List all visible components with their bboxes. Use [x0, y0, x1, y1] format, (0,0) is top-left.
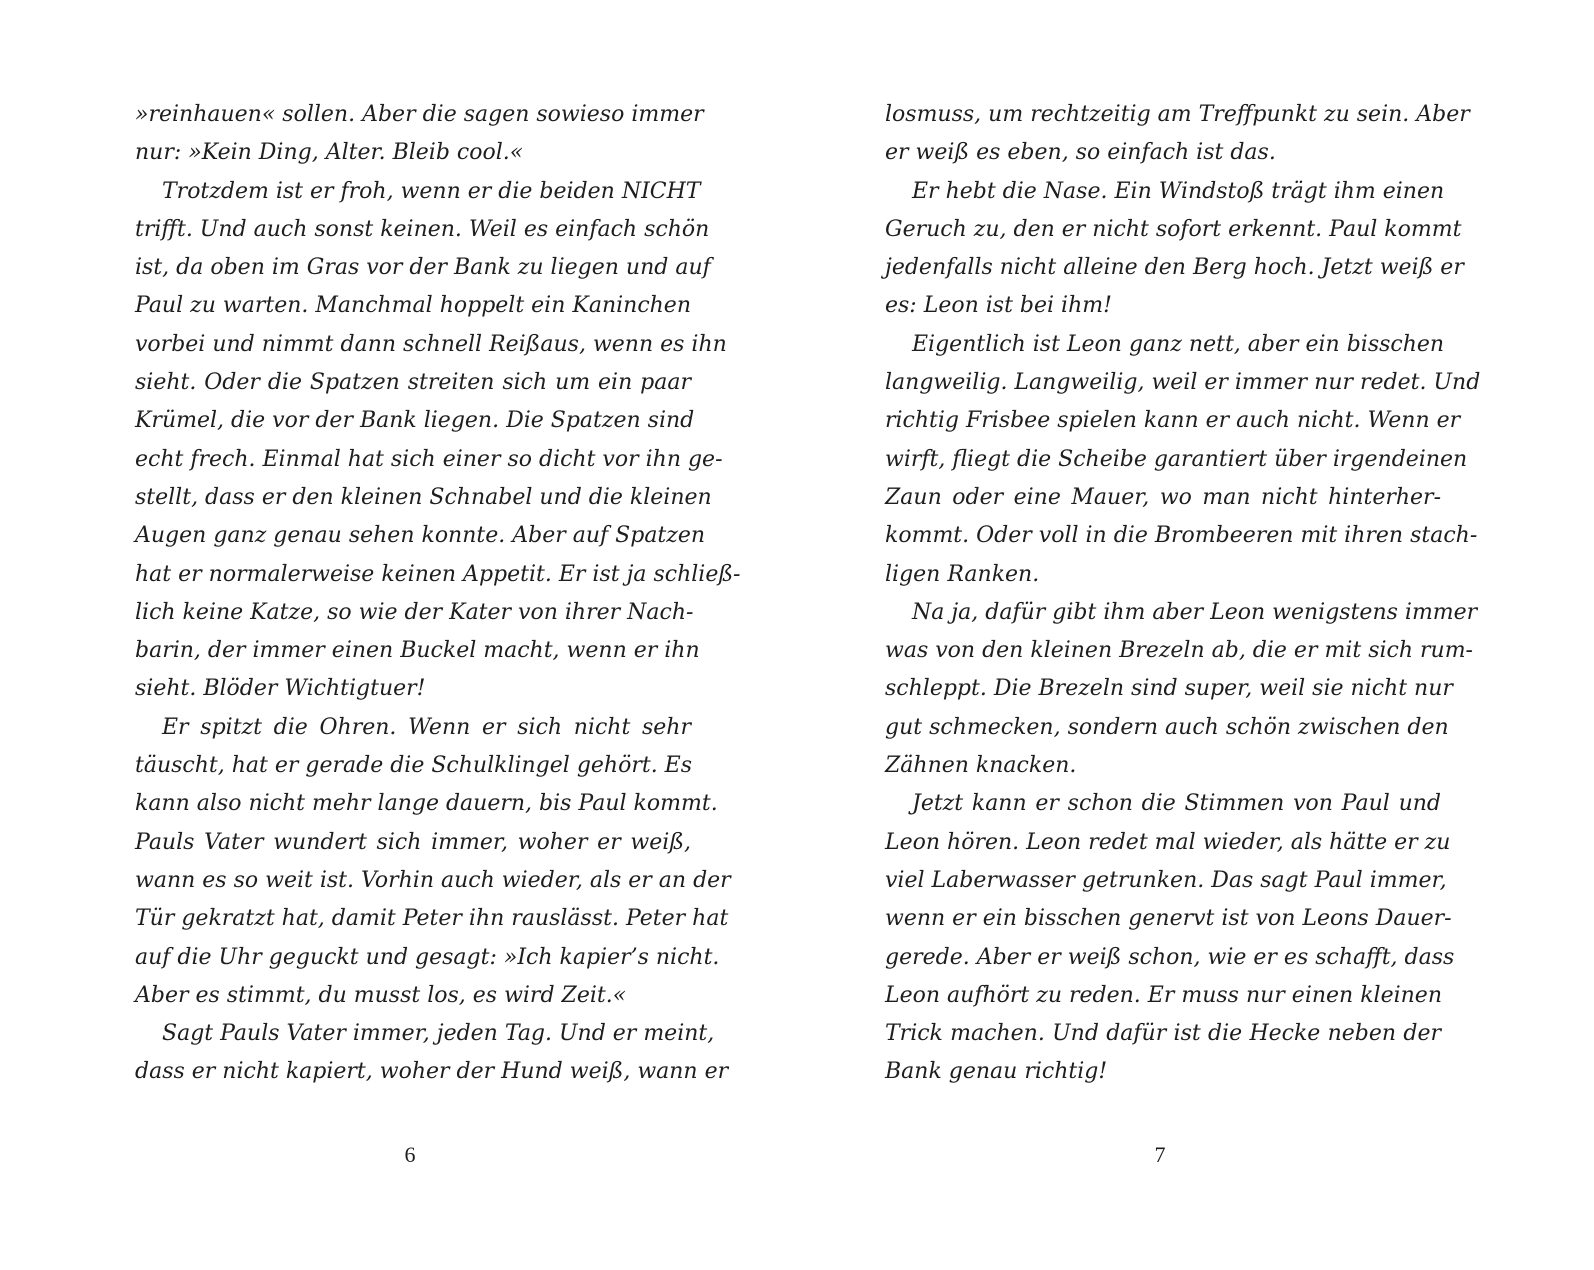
text-line: täuscht, hat er gerade die Schulklingel gehört. Es [135, 753, 693, 779]
text-line: lich keine Katze, so wie der Kater von ihrer Nach- [135, 599, 694, 625]
text-line: auf die Uhr geguckt und gesagt: »Ich kapier’s nicht. [135, 944, 720, 970]
text-line: Leon hören. Leon redet mal wieder, als hätte er zu [885, 829, 1451, 855]
text-line: wann es so weit ist. Vorhin auch wieder, als er an der [135, 867, 731, 893]
text-line: Bank genau richtig! [885, 1059, 1108, 1085]
text-line: Na ja, dafür gibt ihm aber Leon wenigstens immer [912, 599, 1478, 625]
text-line: es: Leon ist bei ihm! [885, 293, 1112, 319]
text-line: Geruch zu, den er nicht sofort erkennt. Paul kommt [885, 216, 1462, 242]
text-line: losmuss, um rechtzeitig am Treffpunkt zu sein. Aber [885, 102, 1470, 127]
text-line: gerede. Aber er weiß schon, wie er es schafft, dass [885, 944, 1455, 970]
text-line: Er spitzt die Ohren. Wenn er sich nicht sehr [162, 714, 691, 740]
text-line: Trotzdem ist er froh, wenn er die beiden NICHT [162, 178, 701, 204]
text-line: Zaun oder eine Mauer, wo man nicht hinterher- [885, 484, 1441, 510]
text-line: hat er normalerweise keinen Appetit. Er ist ja schließ- [135, 561, 741, 587]
text-line: ligen Ranken. [885, 561, 1040, 587]
text-line: wirft, fliegt die Scheibe garantiert über irgendeinen [885, 446, 1468, 472]
text-line: trifft. Und auch sonst keinen. Weil es einfach schön [135, 216, 710, 242]
text-line: viel Laberwasser getrunken. Das sagt Paul immer, [885, 867, 1447, 893]
text-line: Leon aufhört zu reden. Er muss nur einen kleinen [885, 982, 1442, 1008]
text-line: Eigentlich ist Leon ganz nett, aber ein bisschen [912, 331, 1445, 357]
text-line: richtig Frisbee spielen kann er auch nicht. Wenn er [885, 408, 1461, 434]
left-page-number: 6 [404, 1142, 416, 1167]
right-page-body [885, 96, 1481, 1092]
text-line: nur: »Kein Ding, Alter. Bleib cool.« [135, 140, 524, 166]
text-line: schleppt. Die Brezeln sind super, weil sie nicht nur [885, 676, 1453, 702]
text-line: barin, der immer einen Buckel macht, wenn er ihn [135, 638, 700, 664]
text-line: Augen ganz genau sehen konnte. Aber auf Spatzen [135, 523, 706, 549]
text-line: Pauls Vater wundert sich immer, woher er weiß, [135, 829, 691, 855]
text-line: kommt. Oder voll in die Brombeeren mit ihren stach- [885, 523, 1478, 549]
right-page [885, 96, 1481, 1092]
text-line: langweilig. Langweilig, weil er immer nur redet. Und [885, 370, 1481, 396]
text-line: ist, da oben im Gras vor der Bank zu liegen und auf [135, 255, 711, 281]
text-line: echt frech. Einmal hat sich einer so dicht vor ihn ge- [135, 446, 723, 472]
right-page-number: 7 [1154, 1142, 1166, 1167]
text-line: Jetzt kann er schon die Stimmen von Paul und [912, 791, 1441, 817]
text-line: Tür gekratzt hat, damit Peter ihn rauslässt. Peter hat [135, 906, 729, 932]
text-line: vorbei und nimmt dann schnell Reißaus, wenn es ihn [135, 331, 727, 357]
left-page [135, 96, 741, 1092]
text-line: Zähnen knacken. [885, 753, 1077, 779]
text-line: Sagt Pauls Vater immer, jeden Tag. Und er meint, [162, 1021, 715, 1047]
left-page-body [135, 96, 741, 1092]
text-line: Krümel, die vor der Bank liegen. Die Spatzen sind [135, 408, 695, 434]
text-line: sieht. Oder die Spatzen streiten sich um ein paar [135, 370, 691, 396]
text-line: »reinhauen« sollen. Aber die sagen sowieso immer [135, 102, 704, 127]
text-line: kann also nicht mehr lange dauern, bis Paul kommt. [135, 791, 718, 817]
text-line: jedenfalls nicht alleine den Berg hoch. Jetzt weiß er [885, 255, 1464, 281]
text-line: er weiß es eben, so einfach ist das. [885, 140, 1276, 166]
text-line: was von den kleinen Brezeln ab, die er mit sich rum- [885, 638, 1473, 664]
text-line: gut schmecken, sondern auch schön zwischen den [885, 714, 1449, 740]
text-line: stellt, dass er den kleinen Schnabel und die kleinen [135, 484, 712, 510]
text-line: Aber es stimmt, du musst los, es wird Zeit.« [135, 982, 627, 1008]
text-line: Trick machen. Und dafür ist die Hecke neben der [885, 1021, 1441, 1047]
text-line: Paul zu warten. Manchmal hoppelt ein Kaninchen [135, 293, 691, 319]
text-line: Er hebt die Nase. Ein Windstoß trägt ihm einen [912, 178, 1445, 204]
text-line: dass er nicht kapiert, woher der Hund weiß, wann er [135, 1059, 729, 1085]
text-line: wenn er ein bisschen genervt ist von Leons Dauer- [885, 906, 1452, 932]
text-line: sieht. Blöder Wichtigtuer! [135, 676, 426, 702]
